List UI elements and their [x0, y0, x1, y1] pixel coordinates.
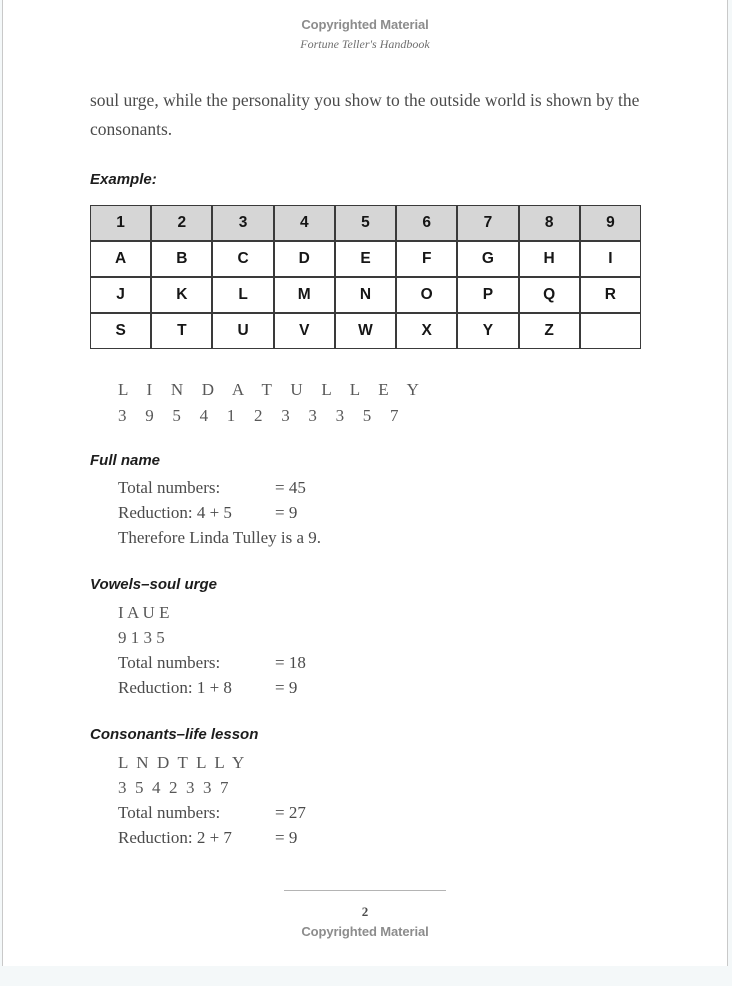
total-numbers-value: = 18	[275, 653, 306, 672]
table-row	[90, 313, 641, 349]
vowels-digits-row: 9 1 3 5	[118, 628, 165, 647]
total-numbers-label: Total numbers:	[118, 653, 221, 672]
table-cell: Y	[457, 313, 518, 349]
table-cell: N	[335, 277, 396, 313]
reduction-row	[118, 500, 642, 525]
table-header-cell: 3	[212, 205, 273, 241]
reduction-label: Reduction: 1 + 8	[118, 678, 232, 697]
reduction-value: = 9	[275, 828, 298, 847]
book-page	[2, 0, 728, 966]
vowels-letters-row: I A U E	[118, 603, 170, 622]
total-numbers-value: = 27	[275, 803, 306, 822]
table-cell: U	[212, 313, 273, 349]
reduction-label: Reduction: 4 + 5	[118, 503, 232, 522]
running-head	[3, 17, 727, 52]
table-cell: C	[212, 241, 273, 277]
table-cell: K	[151, 277, 212, 313]
table-header-cell: 4	[274, 205, 335, 241]
table-cell: W	[335, 313, 396, 349]
total-numbers-row	[118, 475, 642, 500]
total-numbers-label: Total numbers:	[118, 478, 221, 497]
table-cell: A	[90, 241, 151, 277]
table-cell: B	[151, 241, 212, 277]
table-cell: E	[335, 241, 396, 277]
page-content	[90, 86, 642, 850]
table-cell: G	[457, 241, 518, 277]
table-cell: J	[90, 277, 151, 313]
section-vowels	[90, 576, 642, 700]
cipher-table-wrapper	[90, 205, 642, 349]
table-cell: O	[396, 277, 457, 313]
consonants-letters-row: L N D T L L Y	[118, 753, 245, 772]
reduction-label: Reduction: 2 + 7	[118, 828, 232, 847]
cipher-table	[90, 205, 641, 349]
page-footer	[3, 890, 727, 939]
section-full-name	[90, 452, 642, 550]
consonants-digits-row: 3 5 4 2 3 3 7	[118, 778, 229, 797]
table-cell: V	[274, 313, 335, 349]
table-cell: D	[274, 241, 335, 277]
section-consonants	[90, 726, 642, 850]
table-cell: M	[274, 277, 335, 313]
page-number: 2	[361, 904, 369, 919]
table-cell: H	[519, 241, 580, 277]
footer-copyright: Copyrighted Material	[301, 924, 429, 939]
table-cell: R	[580, 277, 641, 313]
total-numbers-label: Total numbers:	[118, 803, 221, 822]
table-row	[90, 277, 641, 313]
table-header-cell: 5	[335, 205, 396, 241]
footer-divider	[284, 890, 446, 891]
table-cell: S	[90, 313, 151, 349]
table-row	[90, 241, 641, 277]
name-digits-row: 3 9 5 4 1 2 3 3 3 5 7	[118, 406, 402, 425]
table-cell: X	[396, 313, 457, 349]
reduction-row	[118, 825, 642, 850]
running-head-book-title: Fortune Teller's Handbook	[300, 37, 430, 51]
reduction-row	[118, 675, 642, 700]
table-header-cell: 8	[519, 205, 580, 241]
table-cell	[580, 313, 641, 349]
table-header-cell: 7	[457, 205, 518, 241]
table-cell: F	[396, 241, 457, 277]
table-cell: P	[457, 277, 518, 313]
table-cell: Z	[519, 313, 580, 349]
table-cell: L	[212, 277, 273, 313]
section-heading-full-name: Full name	[90, 452, 161, 469]
example-label: Example:	[90, 171, 157, 188]
running-head-copyright: Copyrighted Material	[301, 17, 429, 32]
conclusion-row: Therefore Linda Tulley is a 9.	[118, 528, 322, 547]
table-row	[90, 205, 641, 241]
total-numbers-value: = 45	[275, 478, 306, 497]
body-paragraph: soul urge, while the personality you show to the outside world is shown by the consonants.	[90, 90, 640, 139]
total-numbers-row	[118, 800, 642, 825]
section-body-consonants	[118, 750, 642, 850]
section-heading-consonants: Consonants–life lesson	[90, 726, 259, 743]
table-header-cell: 1	[90, 205, 151, 241]
section-heading-vowels: Vowels–soul urge	[90, 576, 217, 593]
reduction-value: = 9	[275, 503, 298, 522]
total-numbers-row	[118, 650, 642, 675]
table-header-cell: 2	[151, 205, 212, 241]
table-cell: I	[580, 241, 641, 277]
name-letters-row: L I N D A T U L L E Y	[118, 380, 423, 399]
table-cell: Q	[519, 277, 580, 313]
table-cell: T	[151, 313, 212, 349]
table-header-cell: 9	[580, 205, 641, 241]
section-body-vowels	[118, 600, 642, 700]
section-body-full-name	[118, 475, 642, 550]
table-header-cell: 6	[396, 205, 457, 241]
reduction-value: = 9	[275, 678, 298, 697]
